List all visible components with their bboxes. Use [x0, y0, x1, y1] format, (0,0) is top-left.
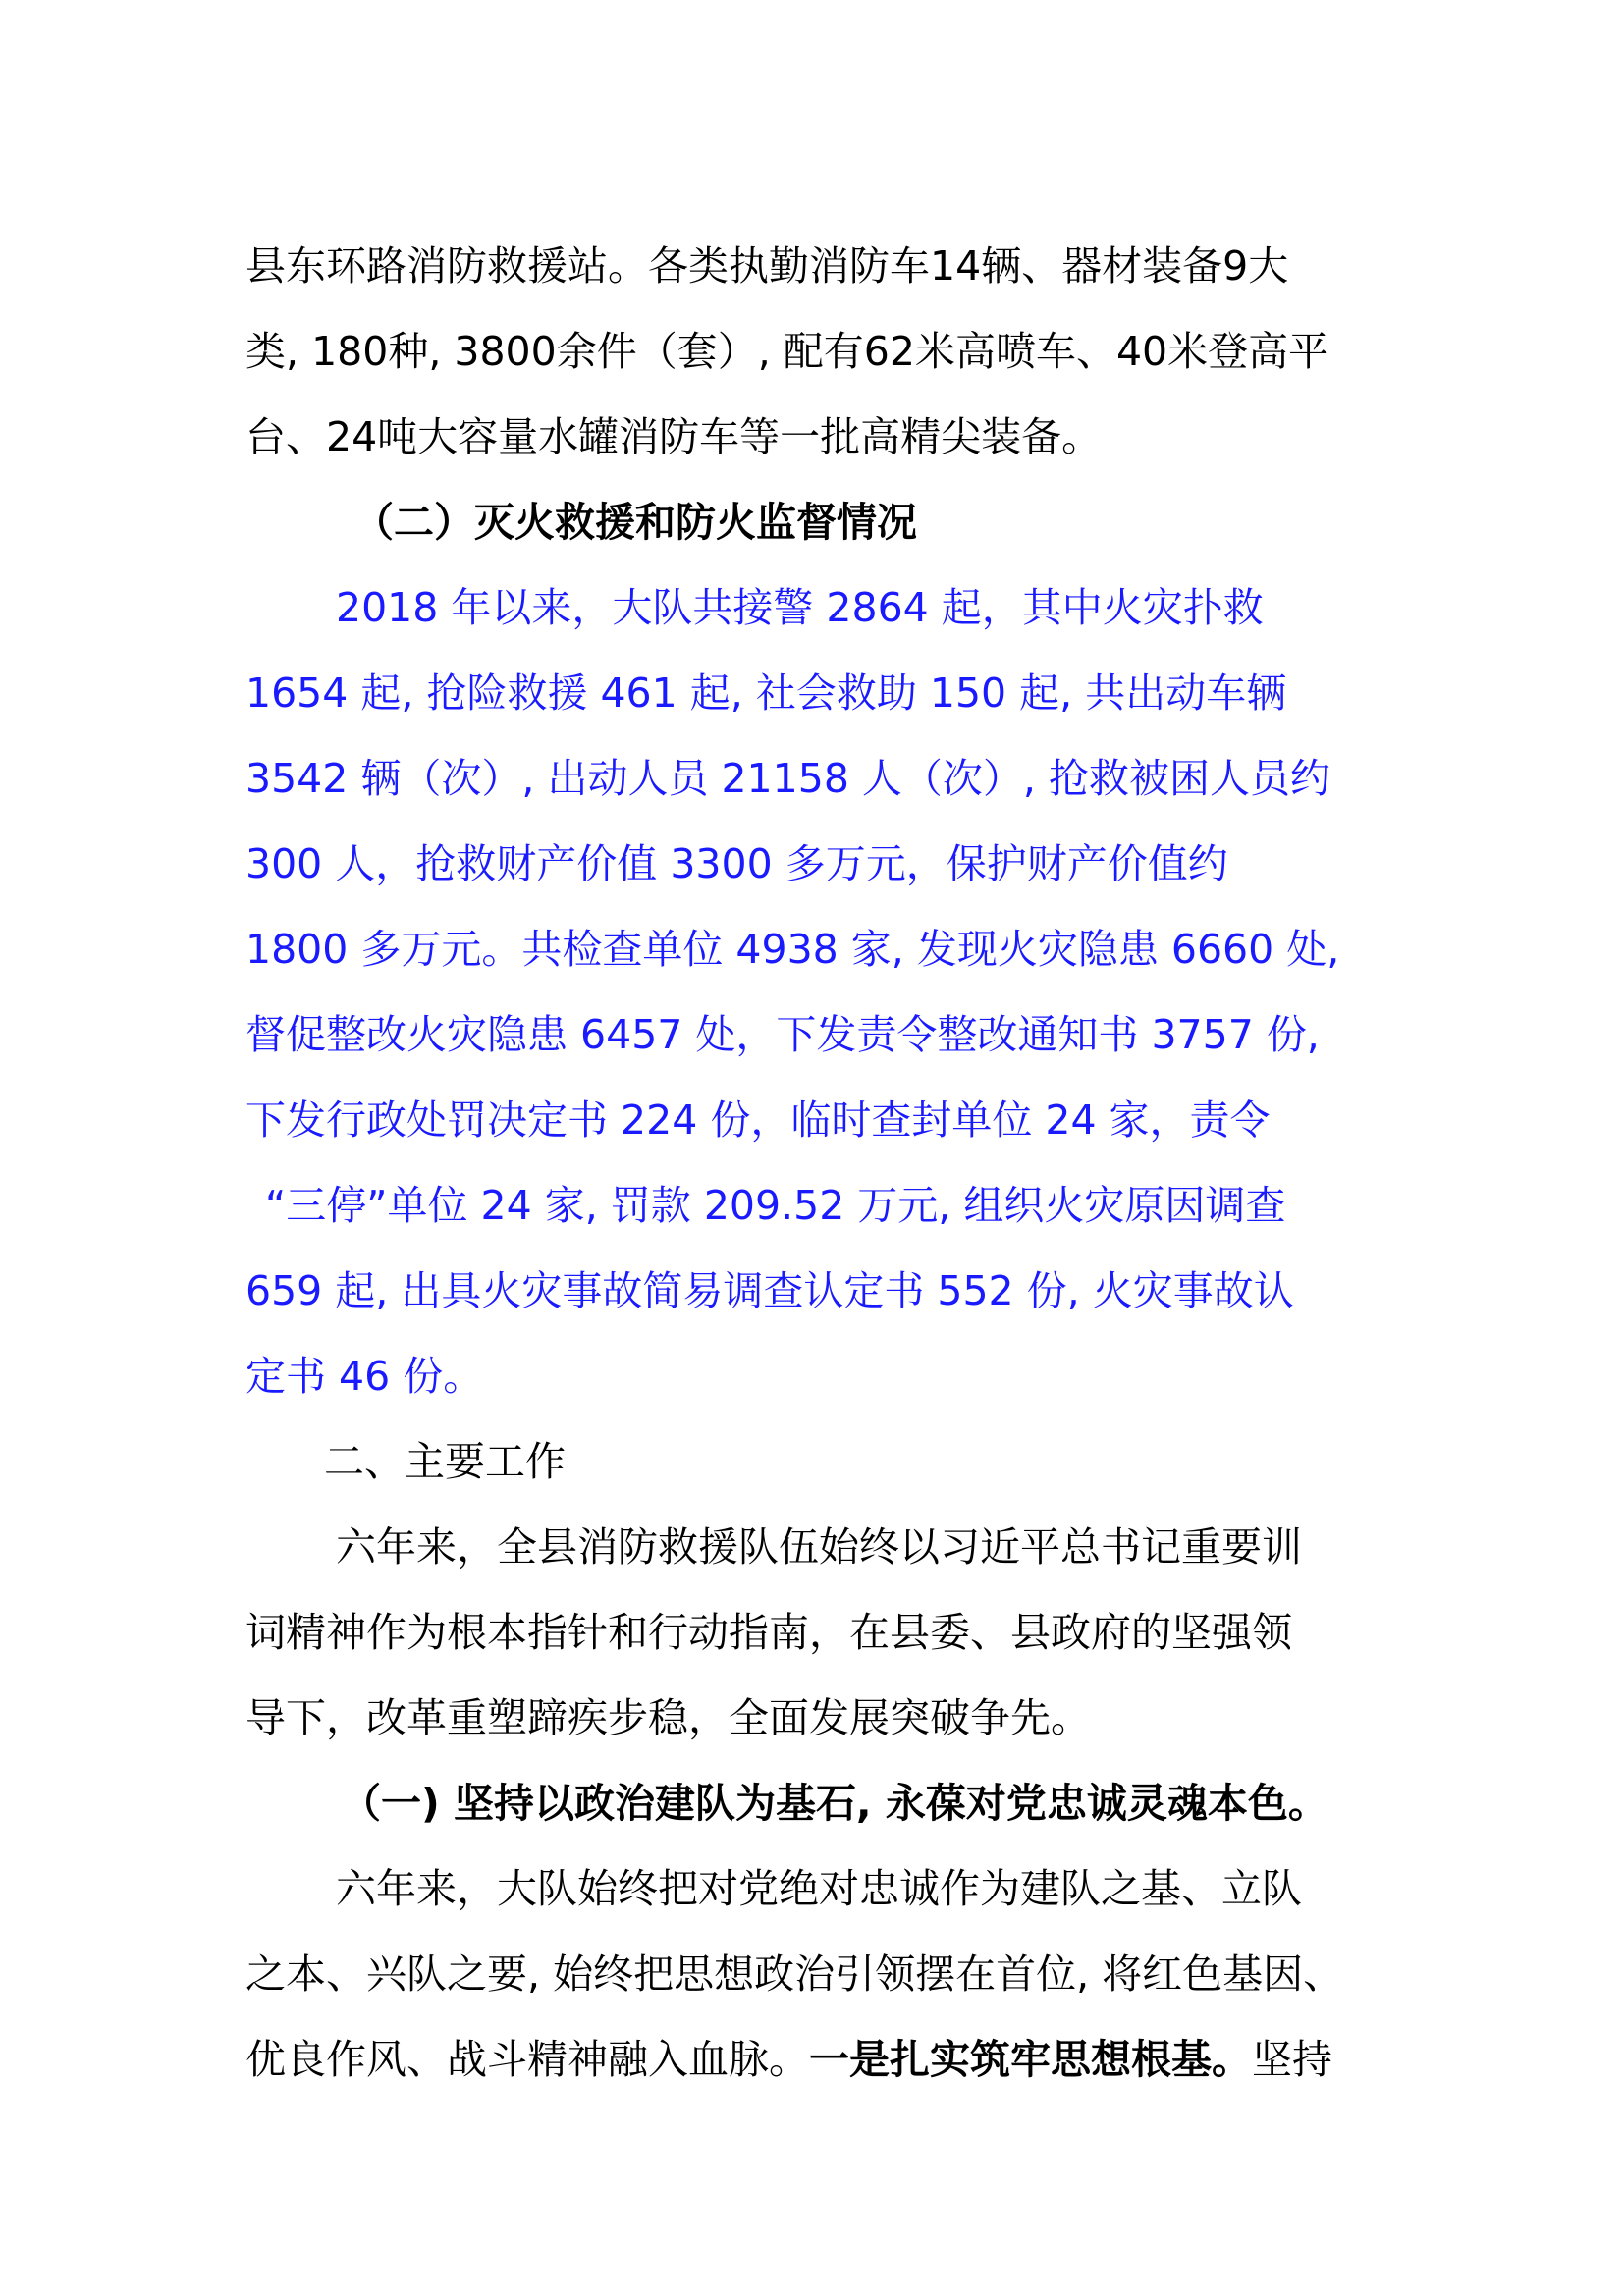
body-line: 六年来，全县消防救援队伍始终以习近平总书记重要训: [336, 1523, 1302, 1571]
blue-stat-line: 下发行政处罚决定书 224 份，临时查封单位 24 家，责令: [245, 1096, 1271, 1144]
blue-stat-line: 2018 年以来，大队共接警 2864 起，其中火灾扑救: [336, 584, 1264, 631]
body-line: 类, 180种, 3800余件（套）, 配有62米高喷车、40米登高平: [245, 328, 1329, 375]
body-line-mixed: [245, 2017, 1394, 2103]
bold-emphasis: 一是扎实筑牢思想根基。: [809, 2036, 1252, 2083]
subsection-heading-fire-rescue: （二）灭火救援和防火监督情况: [353, 499, 917, 546]
blue-stat-line: 定书 46 份。: [245, 1353, 484, 1400]
subsection-heading-political: （一) 坚持以政治建队为基石, 永葆对党忠诚灵魂本色。: [341, 1780, 1328, 1827]
body-line: 台、24吨大容量水罐消防车等一批高精尖装备。: [245, 413, 1103, 460]
body-line: 六年来，大队始终把对党绝对忠诚作为建队之基、立队: [336, 1865, 1302, 1912]
blue-stat-line: 659 起, 出具火灾事故简易调查认定书 552 份, 火灾事故认: [245, 1267, 1294, 1314]
blue-stat-line: 300 人，抢救财产价值 3300 多万元，保护财产价值约: [245, 840, 1228, 887]
blue-stat-line: 1800 多万元。共检查单位 4938 家, 发现火灾隐患 6660 处,: [245, 926, 1340, 973]
body-line: 县东环路消防救援站。各类执勤消防车14辆、器材装备9大: [245, 242, 1289, 290]
body-text: 坚持: [1252, 2036, 1332, 2083]
body-line: 导下，改革重塑蹄疾步稳，全面发展突破争先。: [245, 1694, 1091, 1741]
body-text: 优良作风、战斗精神融入血脉。: [245, 2036, 809, 2083]
blue-stat-line: 督促整改火灾隐患 6457 处，下发责令整改通知书 3757 份,: [245, 1011, 1320, 1058]
document-page: [245, 224, 1394, 2103]
section-heading-main-work: 二、主要工作: [324, 1438, 566, 1485]
blue-stat-line: 1654 起, 抢险救援 461 起, 社会救助 150 起, 共出动车辆: [245, 669, 1287, 717]
body-line: 之本、兴队之要, 始终把思想政治引领摆在首位, 将红色基因、: [245, 1950, 1344, 1998]
body-line: 词精神作为根本指针和行动指南，在县委、县政府的坚强领: [245, 1609, 1292, 1656]
blue-stat-line: 3542 辆（次）, 出动人员 21158 人（次）, 抢救被困人员约: [245, 755, 1330, 802]
blue-stat-line: “三停”单位 24 家, 罚款 209.52 万元, 组织火灾原因调查: [265, 1182, 1286, 1229]
